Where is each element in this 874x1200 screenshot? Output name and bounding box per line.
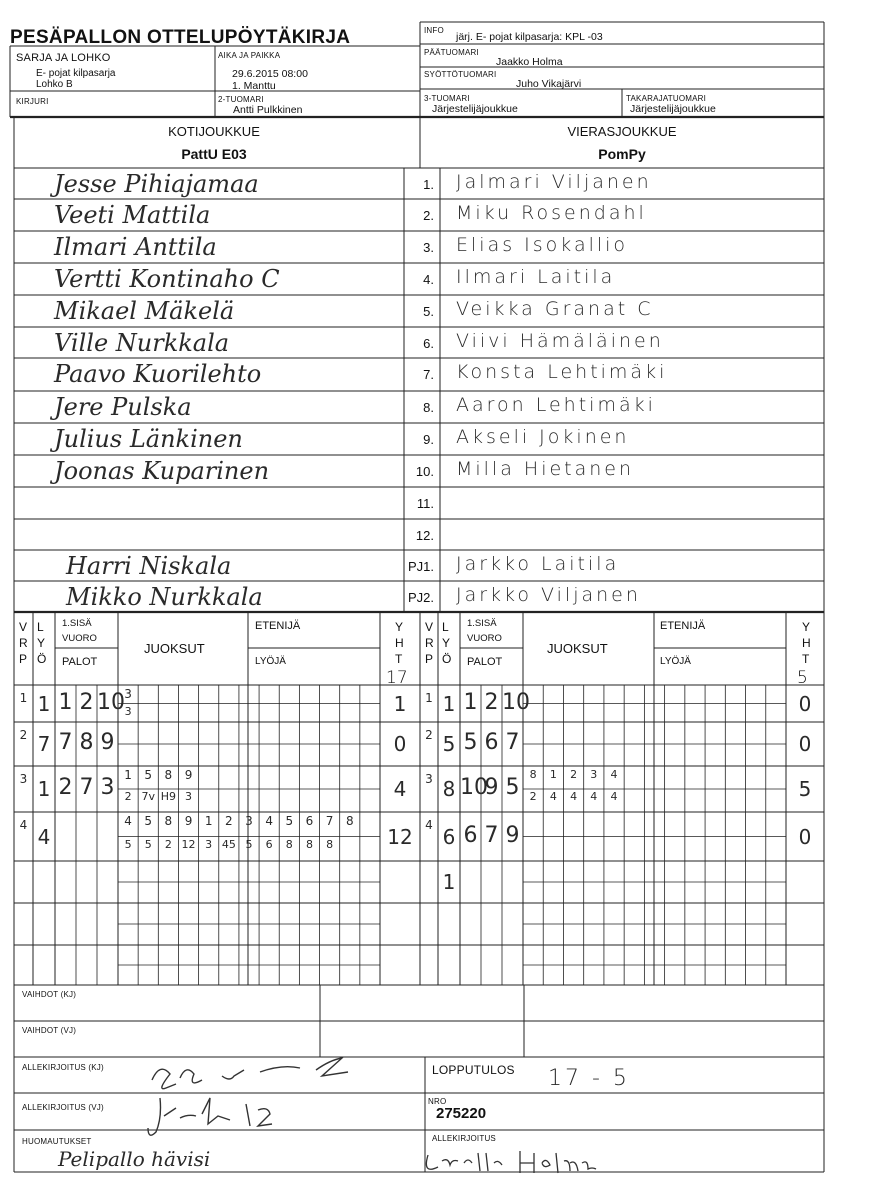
away-player-name: Konsta Lehtimäki — [456, 361, 668, 383]
run-runner-mark: 9 — [184, 768, 193, 782]
lyo-header-letter: Y — [442, 636, 451, 650]
batter-order: 7 — [37, 732, 51, 756]
roster-number: 5. — [423, 304, 434, 319]
inning-number: 4 — [425, 818, 433, 832]
time-value: 29.6.2015 08:00 — [232, 68, 308, 80]
inning-label: VUORO — [467, 633, 502, 644]
ump3-label: 3-TUOMARI — [424, 94, 470, 103]
run-runner-mark: 9 — [184, 814, 193, 828]
run-runner-mark: 8 — [529, 768, 537, 781]
burn-mark: 2 — [79, 689, 94, 715]
burn-mark: 8 — [79, 730, 94, 755]
away-player-name: Ilmari Laitila — [456, 266, 616, 288]
inning-total: 1 — [393, 691, 407, 716]
place-value: 1. Manttu — [232, 80, 276, 92]
away-player-name: Jarkko Viljanen — [456, 584, 641, 606]
signature-label: ALLEKIRJOITUS — [432, 1134, 496, 1143]
run-runner-mark: 1 — [549, 768, 557, 781]
batter-order: 8 — [442, 777, 456, 801]
run-batter-mark: 4 — [590, 790, 598, 803]
inning-total: 0 — [798, 732, 812, 756]
run-batter-mark: 4 — [549, 790, 557, 803]
run-runner-mark: 8 — [164, 814, 173, 828]
run-batter-mark: H9 — [160, 790, 176, 803]
runner-label: ETENIJÄ — [660, 620, 706, 632]
sign-away-label: ALLEKIRJOITUS (VJ) — [22, 1103, 104, 1112]
inning-number: 2 — [425, 728, 433, 742]
batter-order: 4 — [37, 824, 51, 849]
run-batter-mark: 3 — [185, 790, 193, 803]
run-batter-mark: 8 — [305, 837, 313, 851]
inning-total: 5 — [798, 777, 812, 801]
batter-order: 1 — [37, 777, 51, 801]
roster-number: 6. — [423, 336, 434, 351]
run-batter-mark: 5 — [144, 837, 152, 851]
home-player-name: Joonas Kuparinen — [54, 457, 270, 485]
head-umpire-value: Jaakko Holma — [496, 56, 563, 68]
lyo-header-letter: Y — [37, 636, 46, 650]
roster-number: 4. — [423, 272, 434, 287]
time-place-label: AIKA JA PAIKKA — [218, 51, 281, 60]
home-team-label: KOTIJOUKKUE — [168, 124, 260, 139]
burn-mark: 2 — [484, 689, 499, 715]
burn-mark: 9 — [100, 730, 115, 755]
run-runner-mark: 2 — [225, 814, 233, 828]
ump2-value: Antti Pulkkinen — [233, 104, 303, 116]
series-value: E- pojat kilpasarja — [36, 68, 116, 79]
runs-label: JUOKSUT — [144, 641, 205, 656]
run-runner-mark: 8 — [345, 814, 354, 828]
batter-order: 5 — [442, 732, 456, 756]
run-runner-mark: 4 — [610, 768, 618, 781]
run-batter-mark: 4 — [610, 790, 618, 803]
run-runner-mark: 5 — [285, 814, 294, 828]
runs-label: JUOKSUT — [547, 641, 608, 656]
run-runner-mark: 1 — [204, 814, 213, 828]
home-player-name: Ilmari Anttila — [54, 233, 217, 261]
run-runner-mark: 5 — [144, 814, 153, 828]
home-player-name: Julius Länkinen — [54, 425, 243, 453]
info-label: INFO — [424, 26, 444, 35]
back-umpire-value: Järjestelijäjoukkue — [630, 103, 716, 115]
total-header-letter: T — [395, 652, 403, 666]
inning-total: 12 — [387, 824, 413, 849]
away-total-value: 5 — [797, 668, 808, 688]
run-batter-mark: 7v — [141, 790, 155, 803]
home-player-name: Mikael Mäkelä — [54, 297, 235, 325]
inning-label: VUORO — [62, 633, 97, 644]
roster-number: 7. — [423, 367, 434, 382]
roster-number: 3. — [423, 240, 434, 255]
run-runner-mark: 1 — [124, 768, 132, 782]
home-total-value: 17 — [386, 668, 408, 688]
inning-number: 1 — [19, 691, 28, 705]
run-runner-mark: 8 — [164, 768, 173, 782]
home-player-name: Paavo Kuorilehto — [54, 360, 262, 388]
final-score-label: LOPPUTULOS — [432, 1063, 515, 1077]
burn-mark: 10 — [460, 775, 488, 800]
batter-order: 1 — [442, 691, 456, 716]
burns-label: PALOT — [62, 656, 98, 668]
pitch-umpire-value: Juho Vikajärvi — [516, 78, 582, 90]
run-runner-mark: 5 — [144, 768, 153, 782]
final-score-value: 17 - 5 — [548, 1066, 630, 1091]
roster-number: 9. — [423, 432, 434, 447]
burn-mark: 6 — [484, 730, 499, 755]
run-runner-mark: 4 — [124, 814, 132, 828]
run-batter-mark: 4 — [570, 790, 578, 803]
first-inside-label: 1.SISÄ — [62, 618, 92, 629]
away-player-name: Jarkko Laitila — [456, 553, 620, 575]
away-player-name: Akseli Jokinen — [456, 426, 630, 448]
sign-home-label: ALLEKIRJOITUS (KJ) — [22, 1063, 104, 1072]
roster-number: PJ2. — [407, 590, 434, 605]
run-batter-mark: 8 — [326, 837, 334, 851]
home-player-name: Veeti Mattila — [54, 201, 211, 229]
home-team-name: PattU E03 — [181, 146, 247, 162]
home-player-name: Mikko Nurkkala — [66, 583, 263, 611]
burn-mark: 6 — [463, 822, 478, 848]
burn-mark: 7 — [505, 730, 520, 755]
inning-total: 0 — [798, 824, 812, 849]
info-value: järj. E- pojat kilpasarja: KPL -03 — [456, 31, 603, 43]
subs-home-label: VAIHDOT (KJ) — [22, 990, 77, 999]
roster-number: 11. — [416, 496, 434, 511]
roster-number: 8. — [423, 400, 434, 415]
inning-number: 4 — [19, 818, 28, 832]
vrp-header-letter: R — [19, 636, 28, 650]
subs-away-label: VAIHDOT (VJ) — [22, 1026, 77, 1035]
home-player-name: Ville Nurkkala — [54, 329, 230, 357]
series-label: SARJA JA LOHKO — [16, 52, 111, 64]
away-player-name: Elias Isokallio — [456, 234, 629, 256]
run-runner-mark: 3 — [124, 687, 132, 701]
burn-mark: 7 — [58, 730, 73, 755]
notes-label: HUOMAUTUKSET — [22, 1137, 92, 1146]
away-player-name: Veikka Granat C — [456, 298, 654, 320]
roster-number: PJ1. — [407, 559, 434, 574]
burn-mark: 7 — [484, 822, 499, 848]
ump2-label: 2-TUOMARI — [218, 95, 264, 104]
away-player-name: Milla Hietanen — [456, 458, 635, 480]
burn-mark: 5 — [463, 730, 478, 755]
inning-number: 3 — [19, 772, 28, 786]
away-player-name: Aaron Lehtimäki — [456, 394, 656, 416]
run-batter-mark: 5 — [124, 837, 132, 851]
run-runner-mark: 2 — [570, 768, 578, 781]
batter-label: LYÖJÄ — [660, 656, 691, 667]
lyo-header-letter: Ö — [37, 652, 47, 666]
vrp-header-letter: R — [425, 636, 434, 650]
away-team-name: PomPy — [598, 146, 646, 162]
away-player-name: Jalmari Viljanen — [456, 171, 652, 193]
roster-number: 12. — [415, 528, 434, 543]
lyo-header-letter: L — [37, 620, 44, 634]
runner-label: ETENIJÄ — [255, 620, 301, 632]
nro-label: NRO — [428, 1097, 447, 1106]
run-runner-mark: 3 — [245, 814, 253, 828]
pitch-umpire-label: SYÖTTÖTUOMARI — [424, 70, 497, 79]
lyo-header-letter: Ö — [442, 652, 452, 666]
total-header-letter: Y — [395, 620, 404, 634]
burn-mark: 10 — [502, 689, 530, 715]
burn-mark: 10 — [97, 689, 125, 715]
run-runner-mark: 6 — [305, 814, 314, 828]
writer-label: KIRJURI — [16, 97, 49, 106]
run-runner-mark: 7 — [325, 814, 334, 828]
ump3-value: Järjestelijäjoukkue — [432, 103, 518, 115]
head-umpire-label: PÄÄTUOMARI — [424, 48, 479, 57]
inning-total: 4 — [393, 777, 407, 801]
lyo-header-letter: L — [442, 620, 449, 634]
burn-mark: 3 — [100, 775, 115, 800]
run-batter-mark: 3 — [205, 837, 213, 851]
batter-label: LYÖJÄ — [255, 656, 286, 667]
burn-mark: 7 — [79, 775, 94, 800]
run-batter-mark: 3 — [124, 704, 132, 718]
away-team-label: VIERASJOUKKUE — [567, 124, 677, 139]
inning-number: 2 — [19, 728, 28, 742]
run-batter-mark: 8 — [285, 837, 293, 851]
run-runner-mark: 4 — [265, 814, 273, 828]
back-umpire-label: TAKARAJATUOMARI — [626, 94, 707, 103]
run-batter-mark: 2 — [529, 790, 537, 803]
inning-total: 0 — [798, 691, 812, 716]
vrp-header-letter: V — [19, 620, 28, 634]
run-batter-mark: 5 — [245, 837, 253, 851]
burn-mark: 2 — [58, 775, 73, 800]
batter-order: 1 — [37, 691, 51, 716]
vrp-header-letter: P — [425, 652, 434, 666]
home-player-name: Harri Niskala — [66, 552, 232, 580]
roster-number: 2. — [423, 208, 434, 223]
total-header-letter: T — [802, 652, 810, 666]
burn-mark: 5 — [505, 775, 520, 800]
roster-number: 1. — [423, 177, 434, 192]
batter-order: 1 — [442, 870, 456, 894]
burns-label: PALOT — [467, 656, 503, 668]
run-batter-mark: 2 — [164, 837, 172, 851]
inning-number: 3 — [425, 772, 433, 786]
total-header-letter: H — [395, 636, 404, 650]
vrp-header-letter: P — [19, 652, 28, 666]
inning-number: 1 — [425, 691, 433, 705]
vrp-header-letter: V — [425, 620, 434, 634]
division-value: Lohko B — [36, 79, 73, 90]
burn-mark: 1 — [463, 689, 478, 715]
main-signature — [420, 1145, 620, 1179]
form-title: PESÄPALLON OTTELUPÖYTÄKIRJA — [10, 27, 351, 48]
home-player-name: Jere Pulska — [54, 393, 192, 421]
burn-mark: 1 — [58, 689, 73, 715]
total-header-letter: Y — [802, 620, 811, 634]
first-inside-label: 1.SISÄ — [467, 618, 497, 629]
notes-value: Pelipallo hävisi — [58, 1147, 211, 1171]
inning-total: 0 — [393, 732, 407, 756]
burn-mark: 9 — [505, 822, 520, 848]
run-batter-mark: 6 — [265, 837, 273, 851]
total-header-letter: H — [802, 636, 811, 650]
run-batter-mark: 12 — [181, 837, 196, 851]
run-batter-mark: 45 — [221, 837, 236, 851]
run-batter-mark: 2 — [124, 790, 132, 803]
run-runner-mark: 3 — [590, 768, 598, 781]
away-player-name: Viivi Hämäläinen — [456, 330, 664, 352]
home-player-name: Vertti Kontinaho C — [54, 265, 280, 293]
home-player-name: Jesse Pihiajamaa — [54, 170, 259, 198]
away-signature — [140, 1090, 310, 1145]
roster-number: 10. — [415, 464, 434, 479]
nro-value: 275220 — [436, 1105, 487, 1122]
burn-mark: 9 — [484, 775, 499, 800]
away-player-name: Miku Rosendahl — [456, 202, 647, 224]
batter-order: 6 — [442, 824, 456, 849]
